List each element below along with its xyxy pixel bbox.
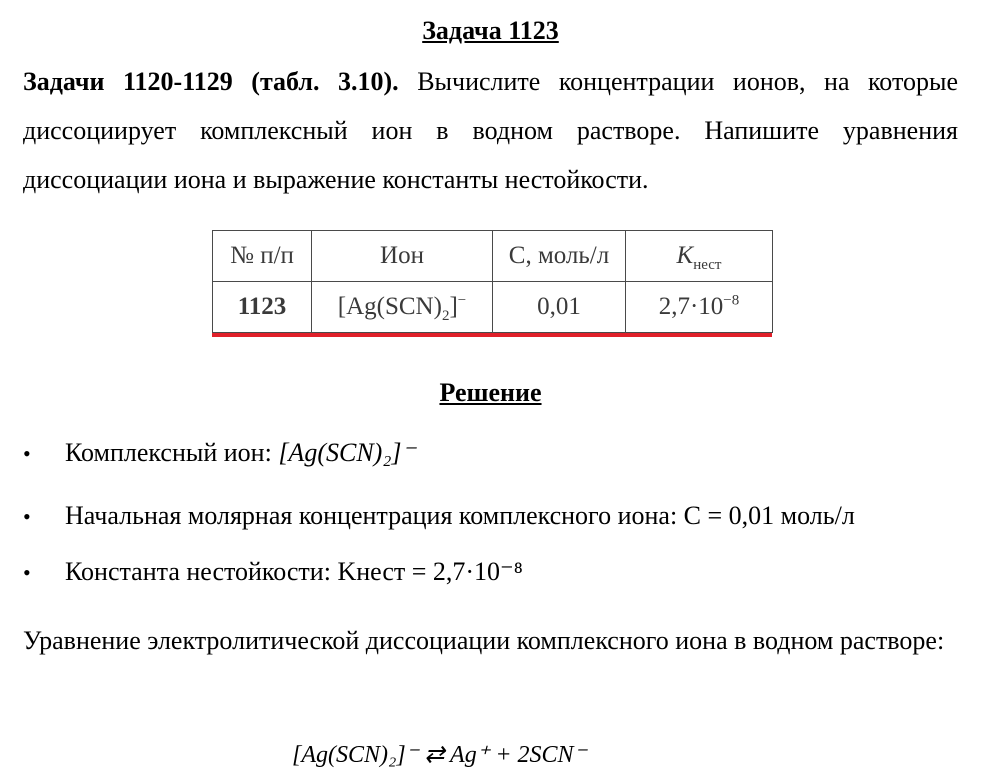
table-header-row [213,231,773,282]
bullet-formula: [Ag(SCN)₂]⁻ [278,438,416,467]
task-lead: Задачи 1120-1129 (табл. 3.10). [23,67,399,96]
table-row [213,282,773,333]
task-statement [23,57,958,204]
table-underline [212,333,772,337]
equation-intro: Уравнение электролитической диссоциации комплексного иона в водном растворе: [23,626,945,655]
bullet-label: Константа нестойкости: [65,557,338,586]
bullet-formula: C = 0,01 моль/л [683,501,855,530]
header-num: № п/п [213,231,312,282]
header-constant: $K_{нест}$ [626,231,773,282]
list-item: • Начальная молярная концентрация комплексного иона: C = 0,01 моль/л [23,501,855,530]
bullet-formula: Kнест = 2,7·10⁻⁸ [337,557,523,586]
cell-concentration: 0,01 [493,282,626,333]
cell-num: 1123 [213,282,312,333]
bullet-label: Начальная молярная концентрация комплексного иона: [65,501,684,530]
cell-constant: $2,7\cdot 10^{-8}$ [626,282,773,333]
task-table [212,230,773,333]
list-item: • Константа нестойкости: Kнест = 2,7·10⁻⁸ [23,557,523,586]
header-concentration: C, моль/л [493,231,626,282]
list-item: • Комплексный ион: [Ag(SCN)₂]⁻ [23,438,416,467]
dissociation-equation: [Ag(SCN)₂]⁻ ⇄ Ag⁺ + 2SCN⁻ [292,742,587,768]
page-title: Задача 1123 [422,16,559,45]
header-ion: Ион [312,231,493,282]
solution-heading: Решение [439,378,542,407]
task-text: Вычислите концентрации ионов, на которые диссоциирует комплексный ион в водном растворе. Напишите уравнения диссоциации иона и выражение константы нестойкости. [23,67,958,194]
bullet-label: Комплексный ион: [65,438,279,467]
cell-ion: $[Ag(SCN)_2]^-$ [312,282,493,333]
